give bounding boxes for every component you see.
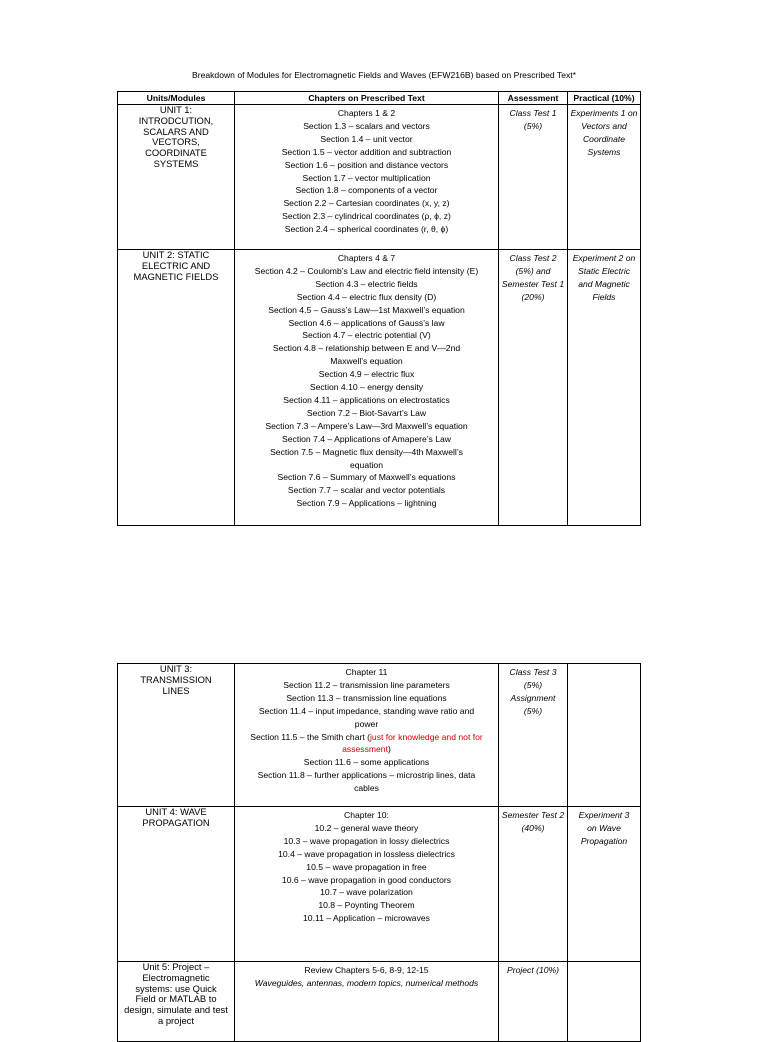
chapter-line: Section 4.2 – Coulomb’s Law and electric field intensity (E) xyxy=(254,265,479,276)
unit-3-practical xyxy=(568,664,641,807)
chapter-line: 10.3 – wave propagation in lossy dielectrics xyxy=(283,835,450,846)
chapter-line: Section 2.2 – Cartesian coordinates (x, y, z) xyxy=(283,198,450,209)
unit-1-practical: Experiments 1 on Vectors and Coordinate Systems xyxy=(568,105,641,250)
chapter-line: Section 7.2 – Biot-Savart’s Law xyxy=(306,407,427,418)
chapter-line: Section 7.9 – Applications – lightning xyxy=(296,498,437,509)
chapter-line: Section 1.7 – vector multiplication xyxy=(302,172,431,183)
chapter-line: Section 11.3 – transmission line equations xyxy=(286,692,447,703)
chapter-line: 10.6 – wave propagation in good conductors xyxy=(281,874,452,885)
unit-4-practical: Experiment 3 on Wave Propagation xyxy=(568,807,641,962)
unit-2-practical: Experiment 2 on Static Electric and Magnetic Fields xyxy=(568,250,641,526)
header-units: Units/Modules xyxy=(118,92,235,105)
unit-4-chapters xyxy=(235,807,499,962)
chapter-line: Section 2.4 – spherical coordinates (r, θ, ϕ) xyxy=(284,224,449,235)
unit-4-name: UNIT 4: WAVE PROPAGATION xyxy=(118,807,235,962)
chapter-line: Section 7.4 – Applications of Amapere’s Law xyxy=(282,433,451,444)
header-row xyxy=(118,92,641,105)
chapter-line: Section 2.3 – cylindrical coordinates (ρ, ϕ, z) xyxy=(282,211,451,222)
chapter-line: Section 1.8 – components of a vector xyxy=(295,185,438,196)
chapter-line: Section 4.8 – relationship between E and V—2nd Maxwell’s equation xyxy=(272,343,461,367)
chapter-line: Chapter 10: xyxy=(344,810,389,820)
chapter-line: Section 7.5 – Magnetic flux density—4th Maxwell’s equation xyxy=(270,446,463,470)
chapter-line: Section 1.5 – vector addition and subtraction xyxy=(281,146,452,157)
chapter-line: Section 7.6 – Summary of Maxwell’s equations xyxy=(277,472,456,483)
unit-5-name: Unit 5: Project – Electromagnetic systems: use Quick Field or MATLAB to design, simulate and test a project xyxy=(118,962,235,1042)
unit-2-name: UNIT 2: STATIC ELECTRIC AND MAGNETIC FIELDS xyxy=(118,250,235,526)
smith-suffix: ) xyxy=(387,744,391,755)
unit-3-row xyxy=(118,664,641,807)
smith-prefix: Section 11.5 – the Smith chart ( xyxy=(250,731,370,742)
chapter-line-smith xyxy=(237,731,496,757)
chapter-line-italic: Waveguides, antennas, modern topics, numerical methods xyxy=(254,977,479,988)
unit-3-assessment: Class Test 3 (5%) Assignment (5%) xyxy=(499,664,568,807)
chapter-line: Chapters 4 & 7 xyxy=(337,253,396,263)
chapter-line: 10.8 – Poynting Theorem xyxy=(318,900,415,911)
chapter-line: Section 1.6 – position and distance vectors xyxy=(284,159,449,170)
chapter-line: 10.7 – wave polarization xyxy=(320,887,413,898)
chapter-line: Section 1.3 – scalars and vectors xyxy=(303,120,430,131)
chapter-line: Section 4.7 – electric potential (V) xyxy=(302,330,431,341)
unit-1-name: UNIT 1: INTRODCUTION, SCALARS AND VECTORS, COORDINATE SYSTEMS xyxy=(118,105,235,250)
chapter-line: Section 4.3 – electric fields xyxy=(315,278,418,289)
chapter-line: Section 11.2 – transmission line parameters xyxy=(283,679,450,690)
chapter-line: 10.5 – wave propagation in free xyxy=(306,861,427,872)
chapter-line: Chapters 1 & 2 xyxy=(337,108,396,118)
unit-2-row xyxy=(118,250,641,526)
unit-2-assessment: Class Test 2 (5%) and Semester Test 1 (20%) xyxy=(499,250,568,526)
chapter-line: Section 7.7 – scalar and vector potentials xyxy=(287,485,446,496)
chapter-line: Chapter 11 xyxy=(345,667,388,677)
chapter-line: Section 11.4 – input impedance, standing wave ratio and power xyxy=(258,705,475,729)
chapter-line: Section 1.4 – unit vector xyxy=(320,133,413,144)
unit-4-assessment: Semester Test 2 (40%) xyxy=(499,807,568,962)
unit-4-row xyxy=(118,807,641,962)
chapter-line: Section 4.9 – electric flux xyxy=(318,369,415,380)
chapter-line: Section 4.11 – applications on electrostatics xyxy=(283,394,450,405)
unit-1-assessment: Class Test 1 (5%) xyxy=(499,105,568,250)
chapter-line: 10.2 – general wave theory xyxy=(314,822,419,833)
unit-3-name: UNIT 3: TRANSMISSION LINES xyxy=(118,664,235,807)
modules-table-page-top xyxy=(117,91,641,526)
chapter-line: Section 7.3 – Ampere’s Law—3rd Maxwell’s equation xyxy=(265,420,468,431)
unit-2-chapters xyxy=(235,250,499,526)
unit-5-assessment: Project (10%) xyxy=(499,962,568,1042)
unit-5-row xyxy=(118,962,641,1042)
unit-5-practical xyxy=(568,962,641,1042)
chapter-line: Review Chapters 5-6, 8-9, 12-15 xyxy=(304,965,429,975)
unit-1-row xyxy=(118,105,641,250)
document-title: Breakdown of Modules for Electromagnetic Fields and Waves (EFW216B) based on Prescribed Text* xyxy=(191,70,577,80)
header-chapters: Chapters on Prescribed Text xyxy=(235,92,499,105)
chapter-line: 10.11 – Application – microwaves xyxy=(303,913,430,924)
chapter-line: Section 4.5 – Gauss’s Law—1st Maxwell’s equation xyxy=(268,304,465,315)
unit-5-chapters xyxy=(235,962,499,1042)
header-practical: Practical (10%) xyxy=(568,92,641,105)
chapter-line: Section 4.4 – electric flux density (D) xyxy=(296,291,437,302)
unit-1-chapters xyxy=(235,105,499,250)
chapter-line: Section 4.10 – energy density xyxy=(309,382,424,393)
smith-note-red: just for knowledge and not for assessment xyxy=(342,731,483,755)
chapter-line: Section 11.6 – some applications xyxy=(303,757,430,768)
header-assessment: Assessment xyxy=(499,92,568,105)
unit-3-chapters xyxy=(235,664,499,807)
modules-table-page-bottom xyxy=(117,663,641,1042)
chapter-line: 10.4 – wave propagation in lossless dielectrics xyxy=(278,848,455,859)
chapter-line: Section 4.6 – applications of Gauss’s law xyxy=(288,317,445,328)
chapter-line: Section 11.8 – further applications – microstrip lines, data cables xyxy=(257,770,476,794)
